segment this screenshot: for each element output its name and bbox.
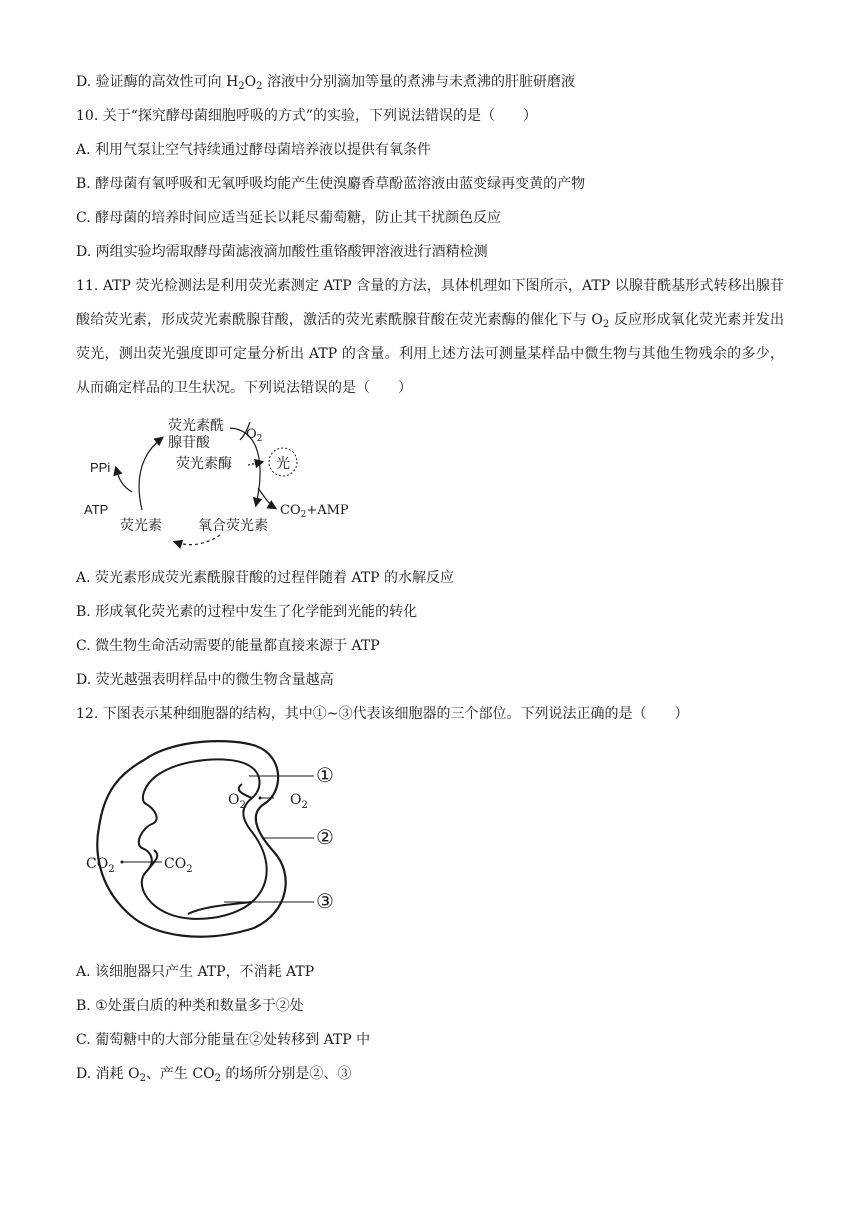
- q11-atp-cycle-diagram: [80, 410, 380, 555]
- arrow-ppi-out: [116, 468, 132, 492]
- label-o2: $O_2$: [246, 427, 263, 444]
- label-acyl-adenylate-line1: 荧光素酰: [168, 418, 224, 434]
- q12-option-d-prefix: D. 消耗 O: [76, 1066, 140, 1082]
- label-acyl-adenylate-line2: 腺苷酸: [168, 435, 210, 451]
- q12-option-a: A. 该细胞器只产生 ATP，不消耗 ATP: [76, 964, 315, 980]
- q9-option-d: [76, 72, 575, 92]
- label-o2-right: $O_2$: [290, 792, 308, 811]
- arrow-luciferin-to-acyl: [139, 438, 162, 510]
- q11-option-d: D. 荧光越强表明样品中的微生物含量越高: [76, 672, 334, 688]
- subscript: 2: [602, 319, 610, 330]
- label-luciferase: 荧光素酶: [176, 456, 232, 472]
- label-atp: ATP: [84, 502, 109, 517]
- q12-option-d: [76, 1064, 351, 1084]
- q12-option-c: C. 葡萄糖中的大部分能量在②处转移到 ATP 中: [76, 1032, 371, 1048]
- q10-stem: 10. 关于“探究酵母菌细胞呼吸的方式”的实验，下列说法错误的是（ ）: [76, 108, 538, 124]
- subscript: 2: [256, 81, 263, 92]
- arrow-dot: [259, 797, 262, 800]
- arrow-dot: [121, 861, 124, 864]
- q10-option-a: A. 利用气泵让空气持续通过酵母菌培养液以提供有氧条件: [76, 142, 432, 158]
- q10-option-c: C. 酵母菌的培养时间应适当延长以耗尽葡萄糖，防止其干扰颜色反应: [76, 210, 502, 226]
- q12-option-d-suffix: 的场所分别是②、③: [220, 1066, 352, 1082]
- arrow-oxy-to-luciferin: [175, 535, 220, 545]
- subscript: 2: [214, 1073, 221, 1084]
- label-co2-amp: $CO_2+AMP$: [280, 503, 349, 520]
- label-luciferin: 荧光素: [120, 518, 162, 534]
- label-light: 光: [276, 456, 290, 472]
- subscript: 2: [139, 1073, 146, 1084]
- q10-option-d: D. 两组实验均需取酵母菌滤液滴加酸性重铬酸钾溶液进行酒精检测: [76, 244, 488, 260]
- label-co2-right: $CO_2$: [164, 856, 193, 875]
- arrow-co2amp-out: [258, 488, 275, 508]
- q12-option-d-mid: 、产生 CO: [145, 1066, 215, 1082]
- label-co2-left: $CO_2$: [86, 856, 115, 875]
- q9-option-d-text-mid: O: [244, 74, 257, 90]
- q10-option-b: B. 酵母菌有氧呼吸和无氧呼吸均能产生使溴麝香草酚蓝溶液由蓝变绿再变黄的产物: [76, 176, 586, 192]
- q11-option-a: A. 荧光素形成荧光素酰腺苷酸的过程伴随着 ATP 的水解反应: [76, 570, 455, 586]
- label-circled-3: ③: [316, 889, 334, 913]
- q11-option-c: C. 微生物生命活动需要的能量都直接来源于 ATP: [76, 638, 380, 654]
- label-ppi: PPi: [90, 460, 111, 475]
- q11-option-b: B. 形成氧化荧光素的过程中发生了化学能到光能的转化: [76, 604, 418, 620]
- q11-stem: [76, 269, 784, 405]
- label-oxyluciferin: 氧合荧光素: [198, 518, 268, 534]
- crista: [239, 784, 252, 798]
- q12-stem: 12. 下图表示某种细胞器的结构，其中①~③代表该细胞器的三个部位。下列说法正确的是（ ）: [76, 706, 689, 722]
- q9-option-d-text-suffix: 溶液中分别滴加等量的煮沸与未煮沸的肝脏研磨液: [262, 74, 575, 90]
- label-circled-1: ①: [316, 763, 334, 787]
- subscript: 2: [238, 81, 245, 92]
- q12-option-b: B. ①处蛋白质的种类和数量多于②处: [76, 998, 304, 1014]
- inner-membrane: [139, 759, 267, 918]
- label-o2-left: $O_2$: [228, 792, 246, 811]
- label-circled-2: ②: [316, 825, 334, 849]
- q11-stem-part1: 11. ATP 荧光检测法是利用荧光素测定 ATP 含量的方法，具体机理如下图所示，ATP 以腺苷酰基形式转移出腺苷酸给荧光素，形成荧光素酰腺苷酸，激活的荧光素酰腺苷酸在荧光素酶的催化下与 O: [76, 278, 784, 328]
- q9-option-d-text: D. 验证酶的高效性可向 H: [76, 74, 239, 90]
- q12-organelle-diagram: [84, 732, 354, 948]
- q11-stem-part2: 反应形成氧化荧光素并发出荧光，测出荧光强度即可定量分析出 ATP 的含量。利用上述方法可测量某样品中微生物与其他生物残余的多少，从而确定样品的卫生状况。下列说法错误的是（ ）: [76, 312, 784, 396]
